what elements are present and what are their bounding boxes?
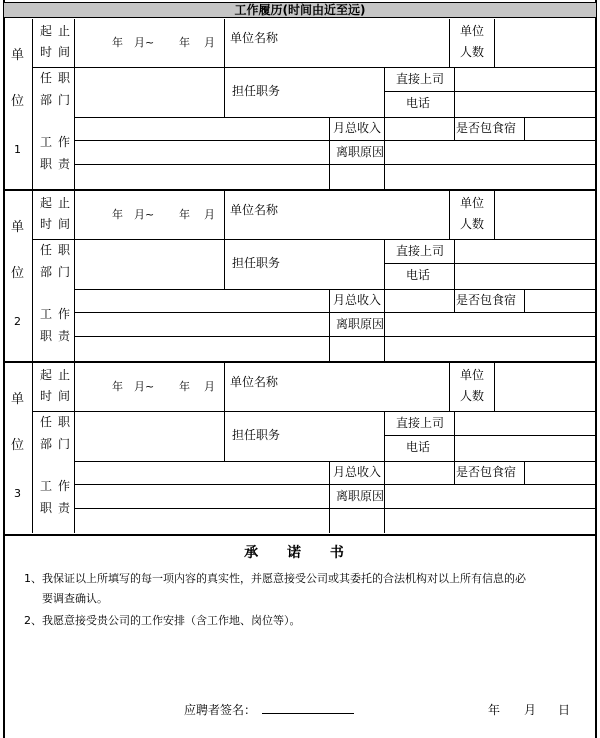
date-year-label: 年 <box>179 36 190 49</box>
duty-label-char: 责 <box>58 329 71 343</box>
signature-line[interactable] <box>262 713 354 714</box>
duty-label-char: 责 <box>58 501 71 515</box>
headcount-label: 单位 <box>460 24 485 38</box>
dept-label-char: 部 <box>40 265 53 279</box>
date-month-label: 月 <box>204 380 215 393</box>
grid-line <box>454 117 455 140</box>
date-month-label: 月 <box>204 36 215 49</box>
date-year-label: 年 <box>112 380 123 393</box>
grid-line <box>224 191 225 289</box>
period-label-char: 止 <box>58 196 71 210</box>
date-day: 日 <box>558 703 571 717</box>
company-name-field[interactable] <box>294 20 448 66</box>
phone-field[interactable] <box>455 92 595 116</box>
headcount-label: 单位 <box>460 368 485 382</box>
pledge-item-1-cont: 要调查确认。 <box>42 592 108 605</box>
dept-label-char: 门 <box>58 265 71 279</box>
date-year-label: 年 <box>112 36 123 49</box>
period-label-char: 间 <box>58 389 71 403</box>
period-label-char: 起 <box>40 196 53 210</box>
grid-line <box>329 117 330 189</box>
supervisor-field[interactable] <box>455 240 595 262</box>
grid-line <box>454 289 455 312</box>
period-label-char: 起 <box>40 24 53 38</box>
supervisor-field[interactable] <box>455 68 595 90</box>
headcount-label: 人数 <box>460 389 485 403</box>
board-field[interactable] <box>525 118 595 139</box>
leave-reason-field[interactable] <box>385 485 595 532</box>
section-title-text: 工作履历(时间由近至远) <box>234 3 366 17</box>
salary-field[interactable] <box>385 118 453 139</box>
duty-label-char: 职 <box>40 329 53 343</box>
entry-index: 1 <box>14 143 21 156</box>
date-month-label: 月~ <box>134 208 155 221</box>
board-label: 是否包食宿 <box>456 293 517 307</box>
dept-label-char: 门 <box>58 93 71 107</box>
pledge-item-1: 1、我保证以上所填写的每一项内容的真实性，并愿意接受公司或其委托的合法机构对以上所有信息的必 <box>24 572 526 585</box>
company-name-label: 单位名称 <box>230 375 279 389</box>
leave-reason-label: 离职原因 <box>336 317 385 331</box>
dept-label-char: 任 <box>40 415 53 429</box>
pledge-title: 承 诺 书 <box>244 545 356 561</box>
grid-line <box>224 363 225 461</box>
phone-label: 电话 <box>406 268 431 282</box>
period-label-char: 间 <box>58 45 71 59</box>
period-label-char: 起 <box>40 368 53 382</box>
dept-label-char: 职 <box>58 71 71 85</box>
salary-field[interactable] <box>385 290 453 311</box>
grid-line <box>384 67 385 117</box>
board-label: 是否包食宿 <box>456 465 517 479</box>
pledge-top-border <box>4 534 596 536</box>
leave-reason-label: 离职原因 <box>336 489 385 503</box>
duty-label-char: 作 <box>58 479 71 493</box>
salary-label: 月总收入 <box>333 121 382 135</box>
phone-label: 电话 <box>406 96 431 110</box>
supervisor-field[interactable] <box>455 412 595 434</box>
pledge-section <box>4 534 596 738</box>
unit-label-char: 单 <box>11 392 25 407</box>
duty-label-char: 工 <box>40 307 53 321</box>
duties-field[interactable] <box>75 290 328 360</box>
unit-label-char: 位 <box>11 266 25 281</box>
department-field[interactable] <box>75 240 223 288</box>
headcount-field[interactable] <box>495 192 595 238</box>
leave-reason-field[interactable] <box>385 313 595 360</box>
signature-label: 应聘者签名： <box>184 703 257 717</box>
department-field[interactable] <box>75 68 223 116</box>
grid-line <box>329 289 330 361</box>
board-field[interactable] <box>525 462 595 483</box>
dept-label-char: 门 <box>58 437 71 451</box>
supervisor-label: 直接上司 <box>396 416 445 430</box>
duty-label-char: 作 <box>58 307 71 321</box>
entry-index: 2 <box>14 315 21 328</box>
position-field[interactable] <box>294 412 383 460</box>
duty-label-char: 作 <box>58 135 71 149</box>
dept-label-char: 职 <box>58 415 71 429</box>
duty-label-char: 职 <box>40 157 53 171</box>
grid-line <box>224 19 225 117</box>
grid-line <box>384 411 385 461</box>
supervisor-label: 直接上司 <box>396 244 445 258</box>
phone-field[interactable] <box>455 264 595 288</box>
duty-label-char: 工 <box>40 135 53 149</box>
headcount-label: 人数 <box>460 45 485 59</box>
grid-line <box>454 461 455 484</box>
salary-field[interactable] <box>385 462 453 483</box>
date-month: 月 <box>524 703 537 717</box>
salary-label: 月总收入 <box>333 465 382 479</box>
unit-label-char: 位 <box>11 94 25 109</box>
position-label: 担任职务 <box>232 256 281 270</box>
duties-field[interactable] <box>75 462 328 532</box>
pledge-item-2: 2、我愿意接受贵公司的工作安排（含工作地、岗位等）。 <box>24 614 301 627</box>
period-label-char: 间 <box>58 217 71 231</box>
date-month-label: 月~ <box>134 36 155 49</box>
company-name-label: 单位名称 <box>230 31 279 45</box>
dept-label-char: 职 <box>58 243 71 257</box>
position-label: 担任职务 <box>232 428 281 442</box>
position-label: 担任职务 <box>232 84 281 98</box>
work-entry-block <box>4 191 596 363</box>
supervisor-label: 直接上司 <box>396 72 445 86</box>
unit-label-char: 单 <box>11 48 25 63</box>
period-label-char: 止 <box>58 24 71 38</box>
phone-field[interactable] <box>455 436 595 460</box>
position-field[interactable] <box>294 240 383 288</box>
period-label-char: 止 <box>58 368 71 382</box>
section-title <box>4 2 596 18</box>
grid-line <box>32 19 33 189</box>
dept-label-char: 部 <box>40 437 53 451</box>
entry-index: 3 <box>14 487 21 500</box>
duty-label-char: 职 <box>40 501 53 515</box>
leave-reason-label: 离职原因 <box>336 145 385 159</box>
department-field[interactable] <box>75 412 223 460</box>
headcount-label: 单位 <box>460 196 485 210</box>
grid-line <box>449 19 450 67</box>
unit-label-char: 单 <box>11 220 25 235</box>
salary-label: 月总收入 <box>333 293 382 307</box>
dept-label-char: 任 <box>40 71 53 85</box>
period-label-char: 时 <box>40 217 53 231</box>
work-entry-block <box>4 363 596 535</box>
grid-line <box>384 239 385 289</box>
position-field[interactable] <box>294 68 383 116</box>
company-name-field[interactable] <box>294 364 448 410</box>
period-label-char: 时 <box>40 389 53 403</box>
date-year-label: 年 <box>179 208 190 221</box>
leave-reason-field[interactable] <box>385 141 595 188</box>
headcount-label: 人数 <box>460 217 485 231</box>
duty-label-char: 责 <box>58 157 71 171</box>
headcount-field[interactable] <box>495 364 595 410</box>
duty-label-char: 工 <box>40 479 53 493</box>
period-label-char: 时 <box>40 45 53 59</box>
date-month-label: 月~ <box>134 380 155 393</box>
dept-label-char: 任 <box>40 243 53 257</box>
grid-line <box>449 363 450 411</box>
date-year-label: 年 <box>112 208 123 221</box>
grid-line <box>32 191 33 361</box>
board-label: 是否包食宿 <box>456 121 517 135</box>
phone-label: 电话 <box>406 440 431 454</box>
date-year-label: 年 <box>179 380 190 393</box>
grid-line <box>32 363 33 533</box>
dept-label-char: 部 <box>40 93 53 107</box>
board-field[interactable] <box>525 290 595 311</box>
duties-field[interactable] <box>75 118 328 188</box>
unit-label-char: 位 <box>11 438 25 453</box>
company-name-field[interactable] <box>294 192 448 238</box>
grid-line <box>329 461 330 533</box>
company-name-label: 单位名称 <box>230 203 279 217</box>
date-month-label: 月 <box>204 208 215 221</box>
grid-line <box>449 191 450 239</box>
headcount-field[interactable] <box>495 20 595 66</box>
date-year: 年 <box>488 703 501 717</box>
work-entry-block <box>4 19 596 191</box>
